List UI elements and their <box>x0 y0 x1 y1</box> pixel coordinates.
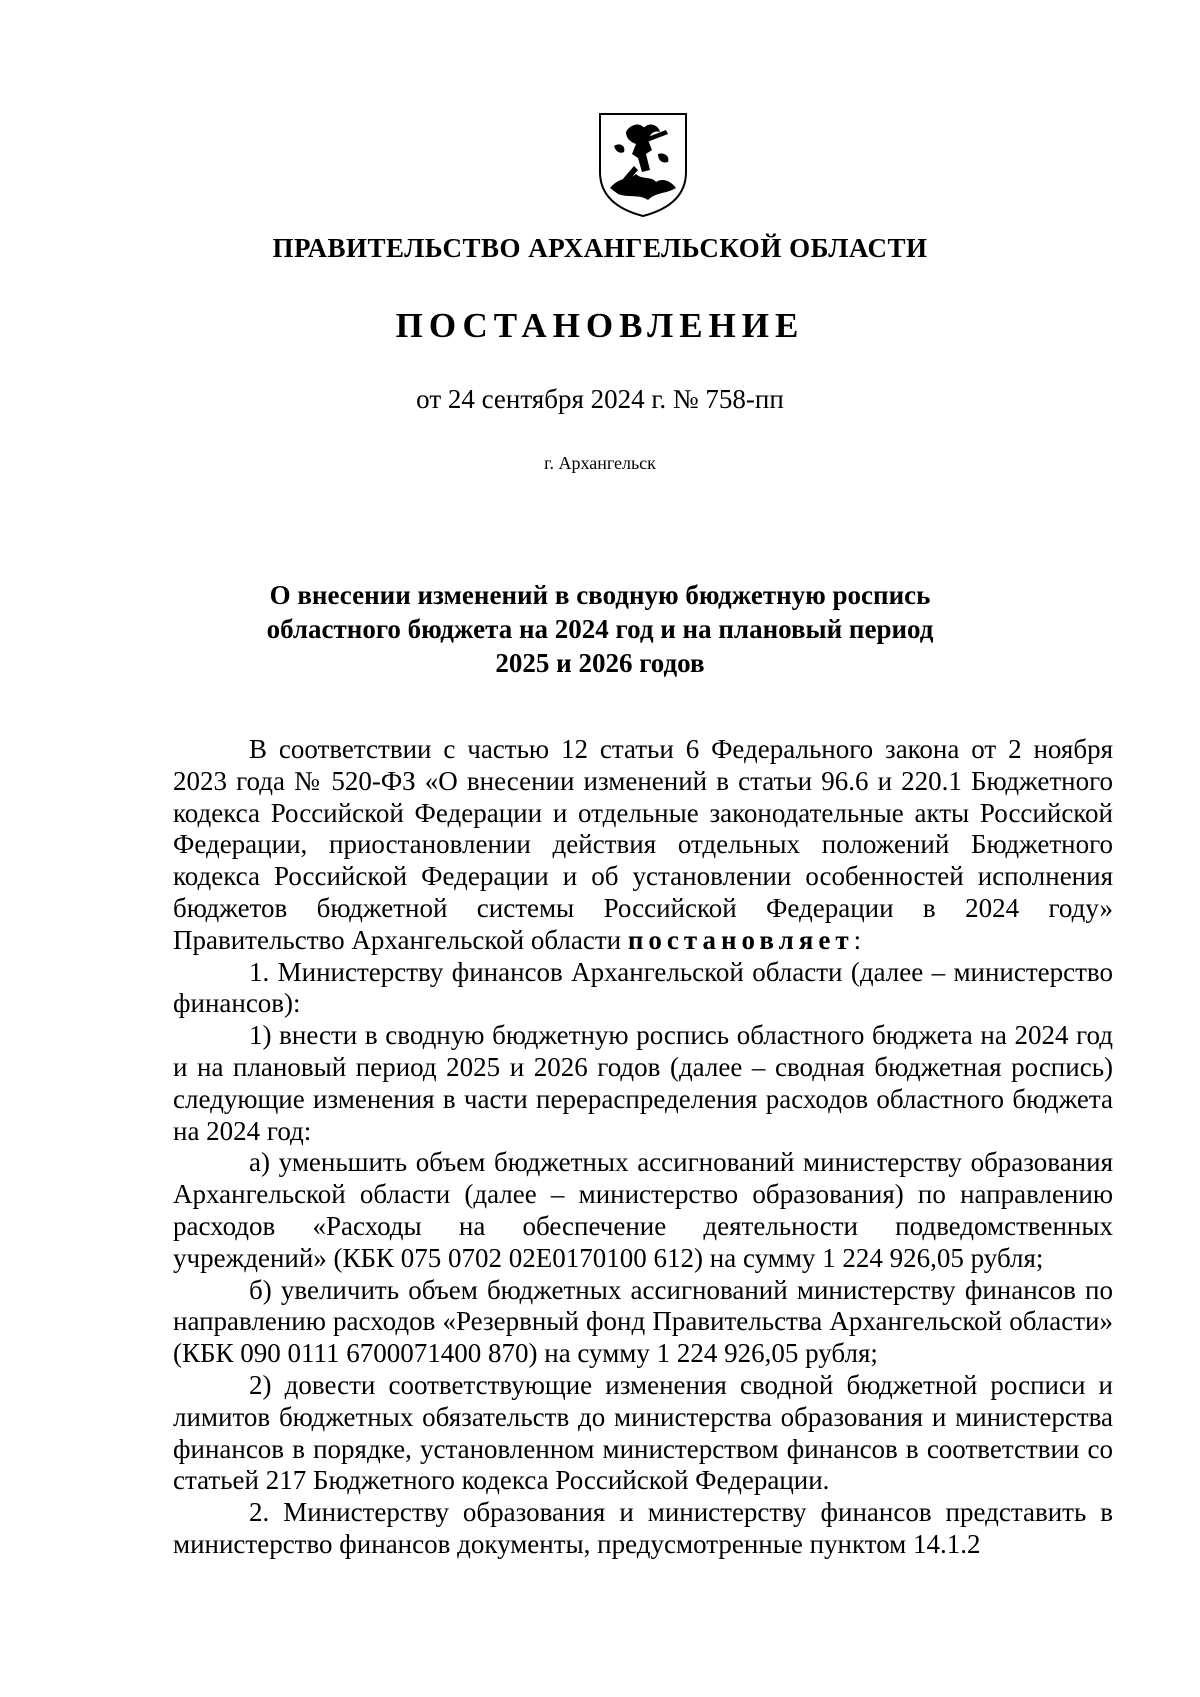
coat-of-arms-emblem <box>596 110 690 220</box>
document-date-number: от 24 сентября 2024 г. № 758-пп <box>416 384 784 414</box>
preamble-paragraph <box>173 734 1113 957</box>
document-title <box>200 578 1000 680</box>
decree-colon: : <box>853 924 862 955</box>
paragraph-1: 1. Министерству финансов Архангельской области (далее – министерство финансов): <box>173 956 1113 1019</box>
paragraph-1-1-a: а) уменьшить объем бюджетных ассигнований министерству образования Архангельской области (далее – министерство образования) по направлению расходов «Расходы на обеспечение деятельности подведомственных учреждений» (КБК 075 0702 02Е0170100 612) на сумму 1 224 926,05 рубля; <box>173 1147 1113 1273</box>
paragraph-1-2: 2) довести соответствующие изменения сводной бюджетной росписи и лимитов бюджетных обязательств до министерства образования и министерства финансов в порядке, установленном министерством финансов в соответствии со статьей 217 Бюджетного кодекса Российской Федерации. <box>173 1369 1113 1496</box>
title-line: О внесении изменений в сводную бюджетную роспись <box>269 580 931 610</box>
document-city: г. Архангельск <box>544 453 656 473</box>
paragraph-1-1-b: б) увеличить объем бюджетных ассигнований министерству финансов по направлению расходов «Резервный фонд Правительства Архангельской области» (КБК 090 0111 6700071400 870) на сумму 1 224 926,05 рубля; <box>173 1274 1113 1369</box>
title-line: 2025 и 2026 годов <box>495 648 705 678</box>
document-body <box>173 734 1113 1561</box>
preamble-text: В соответствии с частью 12 статьи 6 Федерального закона от 2 ноября 2023 года № 520-ФЗ «О внесении изменений в статьи 96.6 и 220.1 Бюджетного кодекса Российской Федерации и отдельные законодательные акты Российской Федерации, приостановлении действия отдельных положений Бюджетного кодекса Российской Федерации и об установлении особенностей исполнения бюджетов бюджетной системы Российской Федерации в 2024 году» Правительство Архангельской области <box>173 734 1113 955</box>
title-line: областного бюджета на 2024 год и на плановый период <box>266 614 934 644</box>
organization-name: ПРАВИТЕЛЬСТВО АРХАНГЕЛЬСКОЙ ОБЛАСТИ <box>272 233 928 263</box>
decree-word: постановляет <box>627 924 854 955</box>
paragraph-2: 2. Министерству образования и министерству финансов представить в министерство финансов документы, предусмотренные пунктом 14.1.2 <box>173 1497 1113 1559</box>
document-type: ПОСТАНОВЛЕНИЕ <box>395 306 805 345</box>
paragraph-1-1: 1) внести в сводную бюджетную роспись областного бюджета на 2024 год и на плановый период 2025 и 2026 годов (далее – сводная бюджетная роспись) следующие изменения в части перераспределения расходов областного бюджета на 2024 год: <box>173 1020 1113 1146</box>
